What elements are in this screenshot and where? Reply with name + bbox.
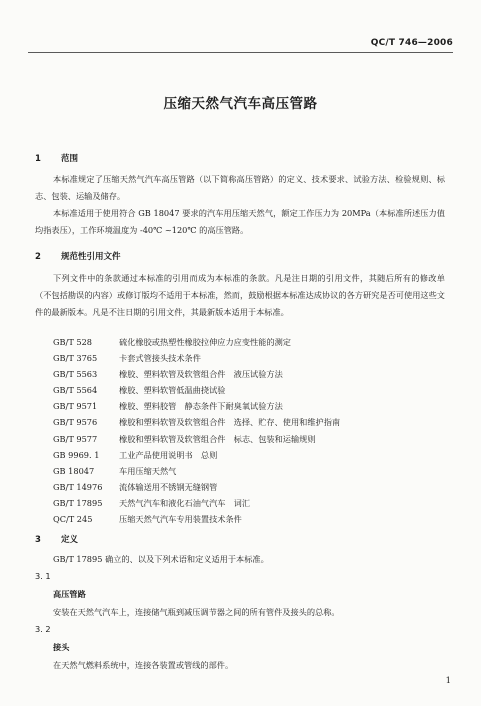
reference-code: GB/T 528 — [53, 337, 93, 347]
reference-item — [53, 447, 453, 463]
reference-item — [53, 398, 453, 414]
reference-code: GB/T 5564 — [53, 385, 98, 396]
reference-title: 橡胶和塑料软管及软管组合件 标志、包装和运输规则 — [119, 433, 316, 444]
section-heading-normative-references — [35, 250, 121, 262]
reference-item — [53, 366, 453, 382]
standard-code: QC/T 746—2006 — [370, 38, 453, 48]
clause-number: 3. 1 — [35, 571, 51, 581]
reference-item — [53, 511, 453, 527]
reference-title: 工业产品使用说明书 总则 — [119, 449, 218, 460]
clause-number: 3. 2 — [35, 624, 51, 634]
section-title: 规范性引用文件 — [61, 252, 121, 262]
section-number: 2 — [35, 252, 41, 262]
term-name: 接头 — [53, 642, 70, 652]
reference-title: 橡胶和塑料软管及软管组合件 选择、贮存、使用和维护指南 — [119, 417, 341, 428]
reference-title: 橡胶、塑料软管低温曲挠试验 — [119, 385, 226, 396]
term-definition: 安装在天然气汽车上，连接储气瓶到减压调节器之间的所有管件及接头的总称。 — [53, 607, 340, 617]
reference-title: 卡套式管接头技术条件 — [119, 353, 201, 364]
section-heading-scope — [35, 152, 78, 164]
reference-title: 橡胶、塑料软管及软管组合件 液压试验方法 — [119, 369, 283, 380]
reference-item — [53, 334, 453, 350]
reference-code: GB/T 17895 — [53, 497, 103, 508]
reference-item — [53, 382, 453, 398]
page-number: 1 — [445, 676, 451, 686]
reference-list — [53, 334, 453, 527]
reference-item — [53, 431, 453, 447]
reference-item — [53, 414, 453, 430]
reference-code: GB/T 3765 — [53, 353, 98, 364]
paragraph: GB/T 17895 确立的、以及下列术语和定义适用于本标准。 — [53, 554, 269, 564]
header-rule — [28, 52, 453, 53]
term-definition: 在天然气燃料系统中，连接各装置或管线的部件。 — [53, 660, 234, 670]
reference-code: GB/T 9577 — [53, 433, 98, 444]
reference-title: 流体输送用不锈钢无缝钢管 — [119, 481, 218, 492]
reference-item — [53, 350, 453, 366]
section-title: 定义 — [61, 535, 79, 545]
reference-item — [53, 479, 453, 495]
document-title: 压缩天然气汽车高压管路 — [163, 96, 318, 112]
reference-title: 压缩天然气汽车专用装置技术条件 — [119, 514, 242, 525]
reference-item — [53, 495, 453, 511]
reference-code: GB/T 5563 — [53, 369, 98, 380]
term-name: 高压管路 — [53, 589, 86, 599]
reference-code: GB/T 14976 — [53, 481, 103, 492]
reference-code: GB/T 9576 — [53, 417, 98, 428]
reference-title: 橡胶、塑料胶管 静态条件下耐臭氧试验方法 — [119, 401, 283, 412]
reference-code: GB 9969. 1 — [53, 449, 100, 460]
paragraph: 本标准适用于使用符合 GB 18047 要求的汽车用压缩天然气，额定工作压力为 20MPa（本标准所述压力值均指表压），工作环境温度为 -40℃ ~120℃ 的高压管路。 — [35, 208, 445, 235]
section-heading-definitions — [35, 533, 78, 545]
reference-title: 天然气汽车和液化石油气汽车 词汇 — [119, 497, 251, 508]
reference-title: 车用压缩天然气 — [119, 465, 177, 476]
reference-code: GB 18047 — [53, 465, 95, 476]
reference-code: QC/T 245 — [53, 514, 93, 525]
reference-title: 硫化橡胶或热塑性橡胶拉伸应力应变性能的测定 — [119, 337, 291, 347]
paragraph: 下列文件中的条款通过本标准的引用而成为本标准的条款。凡是注日期的引用文件，其随后所有的修改单（不包括勘误的内容）或修订版均不适用于本标准，然而，鼓励根据本标准达成协议的各方研究是否可使用这些文件的最新版本。凡是不注日期的引用文件，其最新版本适用于本标准。 — [35, 273, 445, 317]
paragraph: 本标准规定了压缩天然气汽车高压管路（以下简称高压管路）的定义、技术要求、试验方法、检验规则、标志、包装、运输及储存。 — [35, 174, 445, 201]
section-title: 范围 — [61, 154, 79, 164]
section-number: 3 — [35, 535, 41, 545]
reference-code: GB/T 9571 — [53, 401, 98, 412]
section-number: 1 — [35, 154, 41, 164]
reference-item — [53, 463, 453, 479]
